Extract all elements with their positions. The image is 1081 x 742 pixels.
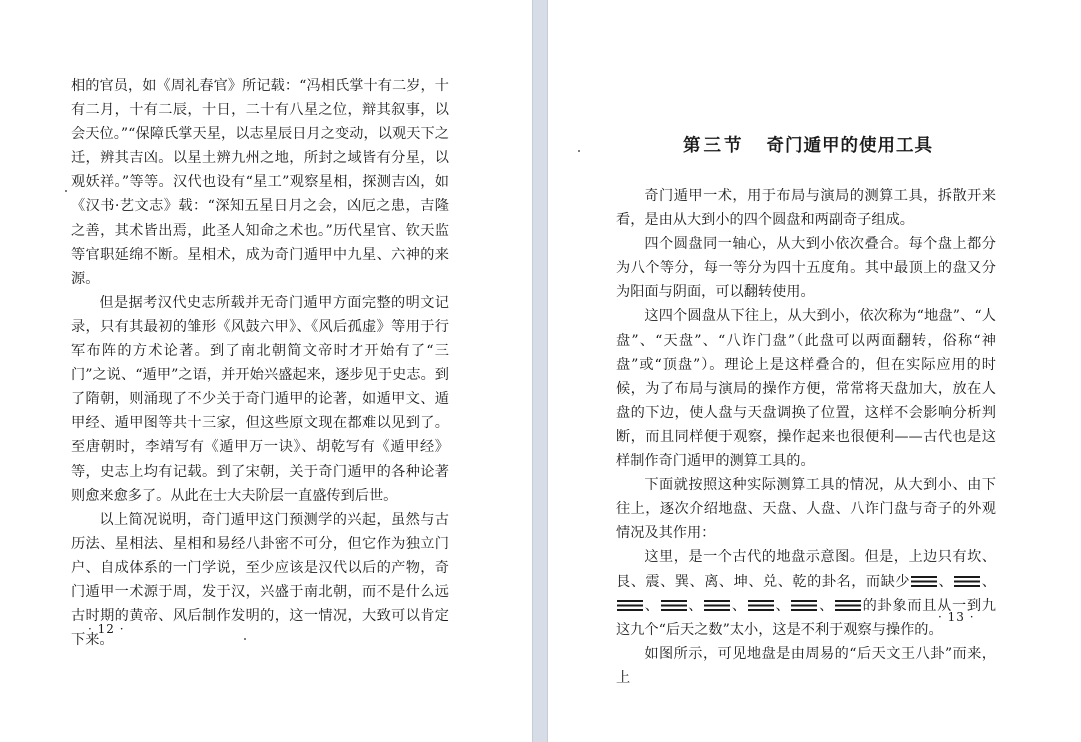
section-label: 第三节 xyxy=(683,136,745,156)
trigram-separator: 、 xyxy=(938,573,954,590)
trigram-separator: 、 xyxy=(644,597,660,614)
trigram-icon xyxy=(617,600,643,611)
right-paragraph-2: 四个圆盘同一轴心，从大到小依次叠合。每个盘上都分为八个等分，每一等分为四十五度角。其中最顶上的盘又分为阳面与阴面，可以翻转使用。 xyxy=(616,236,996,301)
trigram-icon xyxy=(791,600,817,611)
right-page-number: · 13 · xyxy=(938,610,975,624)
section-heading xyxy=(618,132,998,157)
page-gutter xyxy=(532,0,548,742)
trigram-icon xyxy=(661,600,687,611)
left-page-body xyxy=(71,74,449,652)
trigram-text-after: 的卦象而且从一到九这九个“后天之数”太小，这是不利于观察与操作的。 xyxy=(616,597,996,638)
left-paragraph-2: 但是据考汉代史志所载并无奇门遁甲方面完整的明文记录，只有其最初的雏形《风鼓六甲》、《风后孤虚》等用于行军布阵的方术论著。到了南北朝简文帝时才开始有了“三门”之说、“遁甲”之语，并开始兴盛起来，逐步见于史志。到了隋朝，则涌现了不少关于奇门遁甲的论著，如遁甲文、遁甲经、遁甲图等共十三家，但这些原文现在都难以见到了。至唐朝时，李靖写有《遁甲万一诀》、胡乾写有《遁甲经》等，史志上均有记载。到了宋朝，关于奇门遁甲的各种论著则愈来愈多了。从此在士大夫阶层一直盛传到后世。 xyxy=(71,294,449,504)
speck xyxy=(578,150,580,152)
left-page xyxy=(0,0,532,742)
trigram-separator: 、 xyxy=(818,597,834,614)
trigram-separator: 、 xyxy=(774,597,791,614)
left-page-number: · 12 · xyxy=(88,622,125,636)
speck xyxy=(65,190,67,192)
right-page xyxy=(548,0,1081,742)
speck xyxy=(244,638,246,640)
trigram-text-before: 这里，是一个古代的地盘示意图。但是，上边只有坎、艮、震、巽、离、坤、兑、乾的卦名，而缺少 xyxy=(616,549,996,590)
trigram-separator: 、 xyxy=(687,597,704,614)
right-paragraph-3: 这四个圆盘从下往上，从大到小，依次称为“地盘”、“人盘”、“天盘”、“八诈门盘”（此盘可以两面翻转，俗称“神盘”或“顶盘”）。理论上是这样叠合的，但在实际应用的时候，为了布局与演局的操作方便，常常将天盘加大，放在人盘的下边，使人盘与天盘调换了位置，这样不会影响分析判断，而且同样便于观察，操作起来也很便利——古代也是这样制作奇门遁甲的测算工具的。 xyxy=(616,308,996,470)
right-paragraph-4: 下面就按照这种实际测算工具的情况，从大到小、由下往上，逐次介绍地盘、天盘、人盘、八诈门盘与奇子的外观情况及其作用： xyxy=(616,477,996,542)
right-paragraph-last: 如图所示，可见地盘是由周易的“后天文王八卦”而来，上 xyxy=(616,645,996,686)
right-paragraph-1: 奇门遁甲一术，用于布局与演局的测算工具，拆散开来看，是由从大到小的四个圆盘和两副奇子组成。 xyxy=(616,188,996,229)
trigram-separator: 、 xyxy=(731,597,747,614)
right-paragraph-trigrams xyxy=(616,545,996,641)
trigram-icon xyxy=(954,576,980,587)
left-paragraph-1: 相的官员，如《周礼春官》所记载：“冯相氏掌十有二岁，十有二月，十有二辰，十日，二十有八星之位，辩其叙事，以会天位。”“保障氏掌天星，以志星辰日月之变动，以观天下之迁，辨其吉凶。以星土辨九州之地，所封之域皆有分星，以观妖祥。”等等。汉代也设有“星工”观察星相，探测吉凶，如《汉书·艺文志》载：“深知五星日月之会，凶厄之患，吉隆之善，其术皆出焉，此圣人知命之术也。”历代星官、钦天监等官职延绵不断。星相术，成为奇门遁甲中九星、六神的来源。 xyxy=(71,78,449,287)
trigram-icon xyxy=(911,576,937,587)
trigram-icon xyxy=(704,600,730,611)
section-title: 奇门遁甲的使用工具 xyxy=(766,136,933,156)
left-paragraph-3: 以上简况说明，奇门遁甲这门预测学的兴起，虽然与古历法、星相法、星相和易经八卦密不可分，但它作为独立门户、自成体系的一门学说，至少应该是汉代以后的产物，奇门遁甲一术源于周，发于汉，兴盛于南北朝，而不是什么远古时期的黄帝、风后制作发明的，这一情况，大致可以肯定下来。 xyxy=(71,511,449,649)
trigram-icon xyxy=(835,600,861,611)
trigram-separator: 、 xyxy=(981,573,996,590)
trigram-icon xyxy=(748,600,774,611)
